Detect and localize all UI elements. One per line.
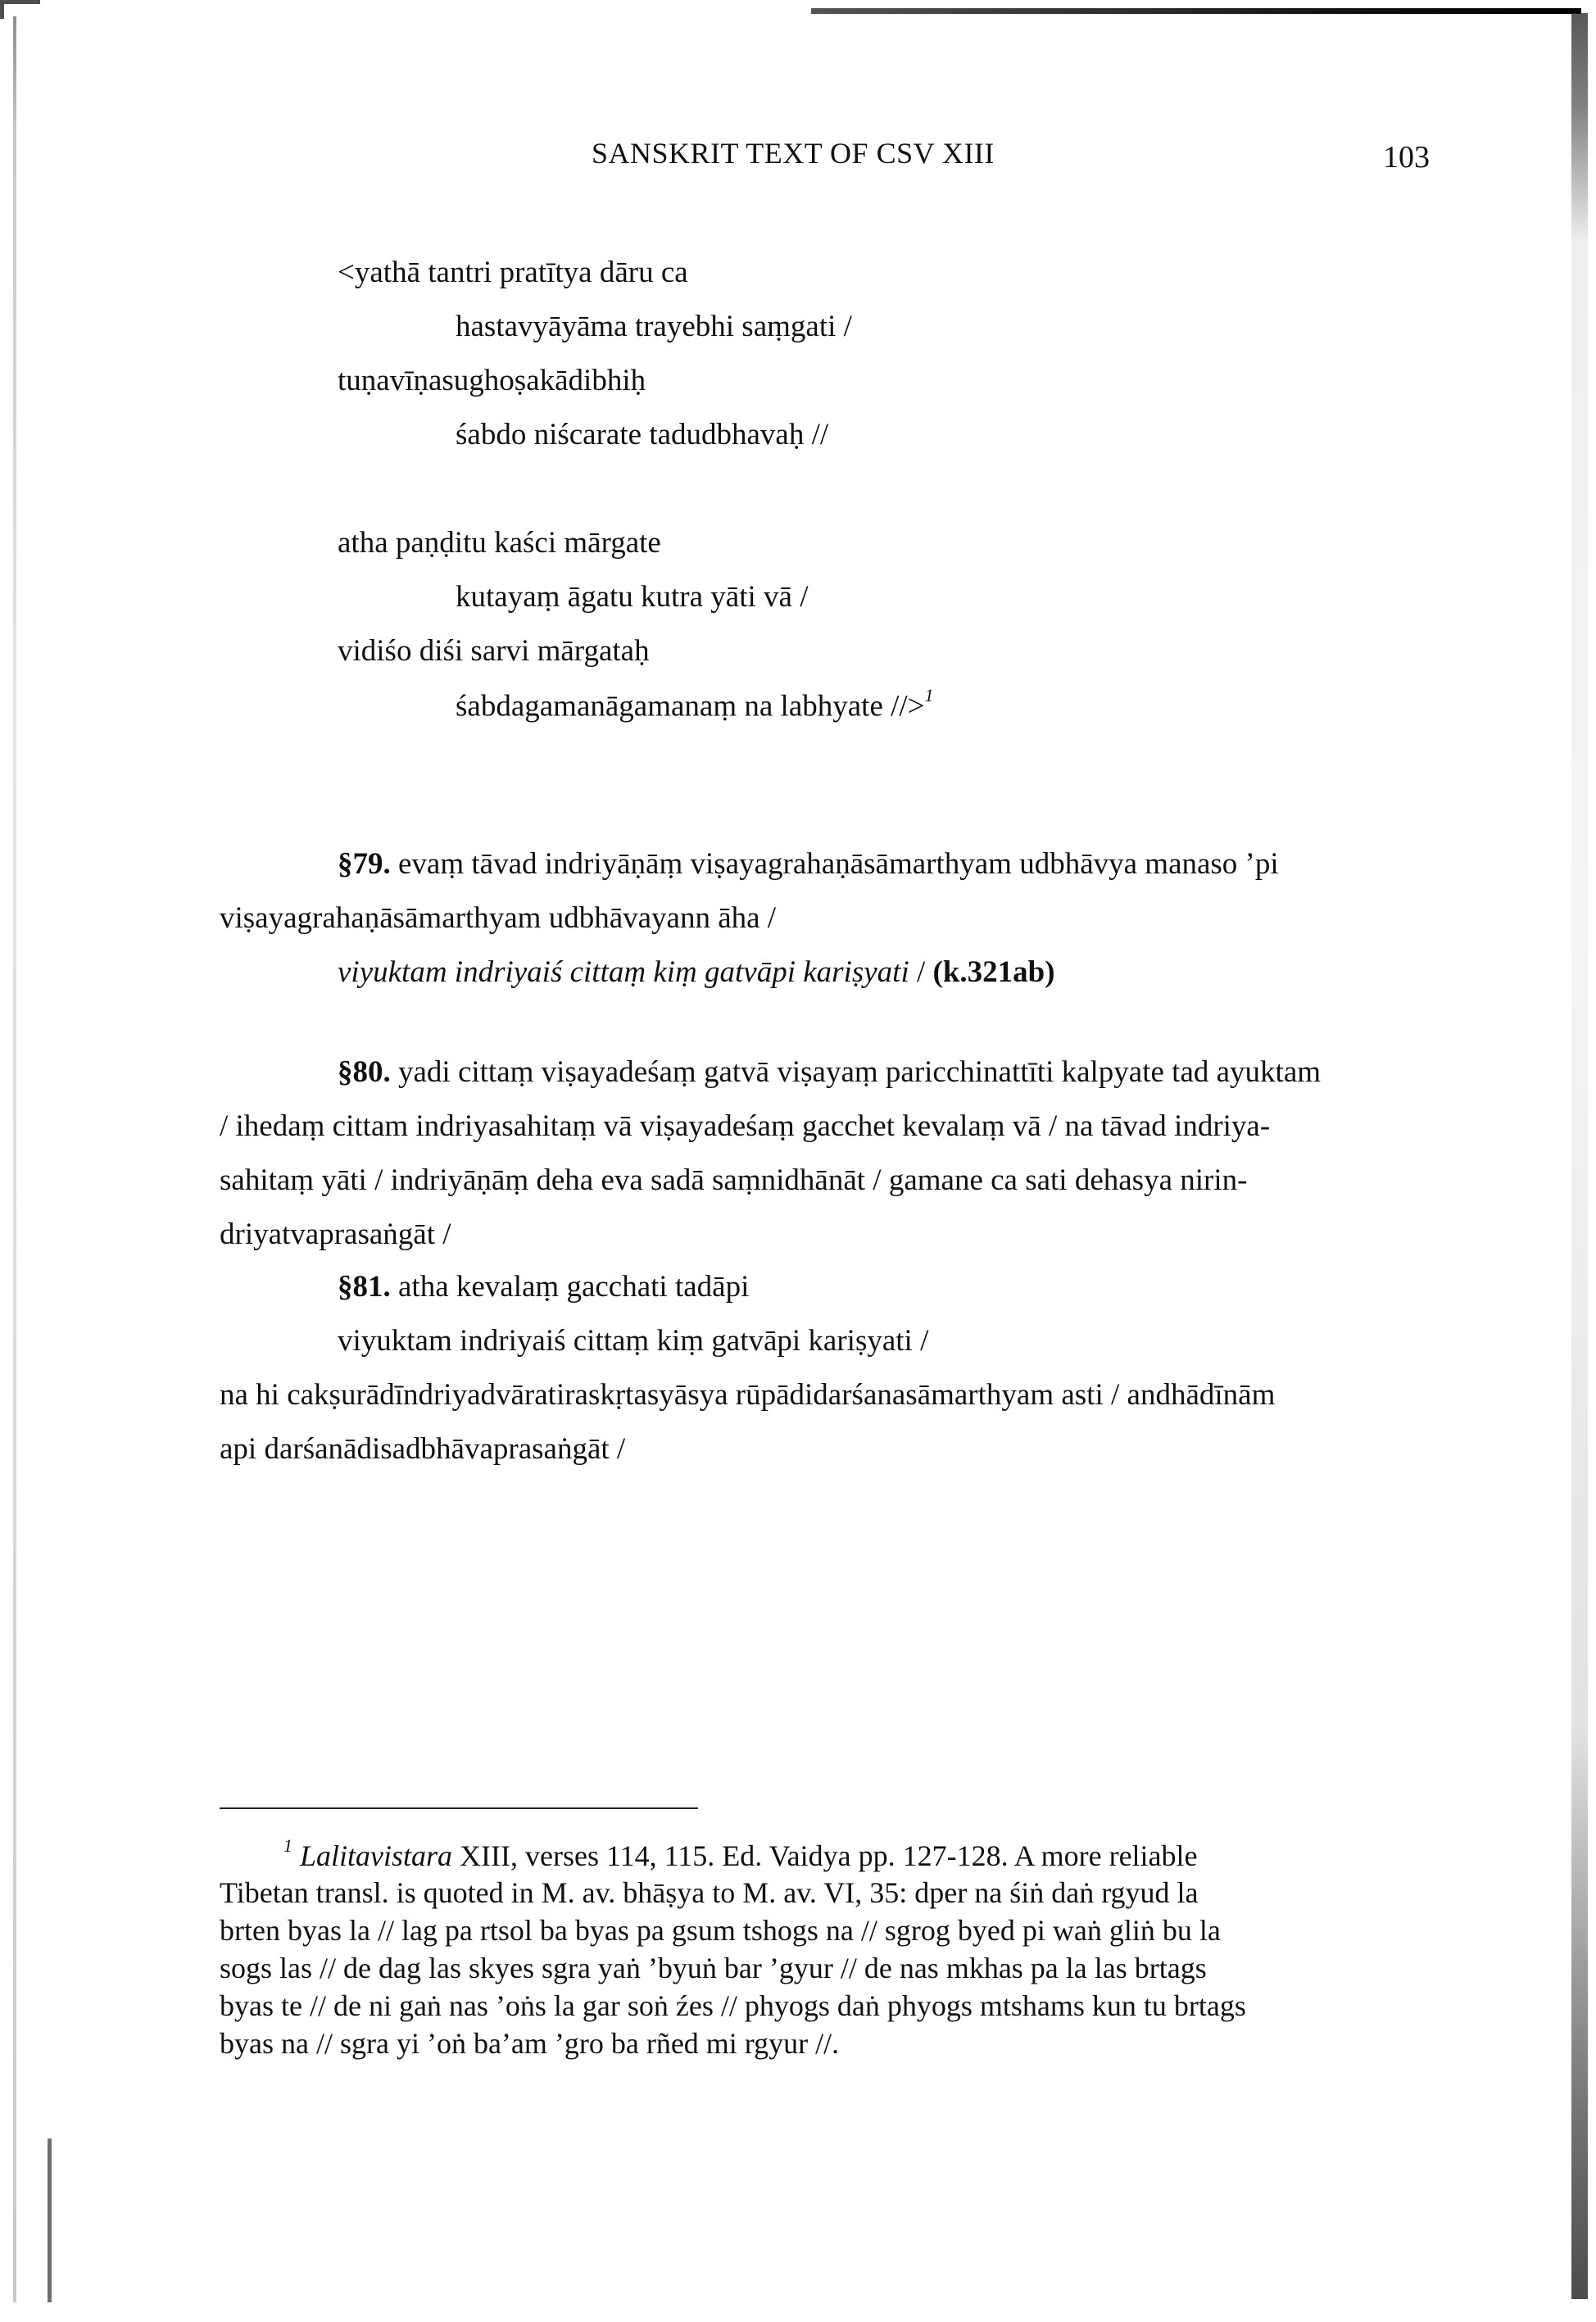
section79-separator: / xyxy=(909,955,933,989)
section81-line3: na hi cakṣurādīndriyadvāratiraskṛtasyāsya rūpādidarśanasāmarthyam asti / andhādīnām xyxy=(220,1378,1276,1412)
section80-line1-text: yadi cittaṃ viṣayadeśaṃ gatvā viṣayaṃ paricchinattīti kalpyate tad ayuktam xyxy=(390,1055,1322,1089)
section79-line2: viṣayagrahaṇāsāmarthyam udbhāvayann āha / xyxy=(220,901,777,935)
section79-verse-quote: viyuktam indriyaiś cittaṃ kiṃ gatvāpi kariṣyati xyxy=(338,955,909,989)
footnote-line2: Tibetan transl. is quoted in M. av. bhāṣya to M. av. VI, 35: dper na śiṅ daṅ rgyud la xyxy=(220,1876,1199,1909)
running-head: SANSKRIT TEXT OF CSV XIII xyxy=(592,137,995,170)
section79-line1-text: evaṃ tāvad indriyāṇāṃ viṣayagrahaṇāsāmarthyam udbhāvya manaso ’pi xyxy=(390,847,1279,881)
section79-number: §79. xyxy=(338,847,391,881)
section80-line3: sahitaṃ yāti / indriyāṇāṃ deha eva sadā saṃnidhānāt / gamane ca sati dehasya nirin- xyxy=(220,1163,1248,1197)
scan-corner-mark xyxy=(0,0,40,19)
scan-bottom-left-mark xyxy=(48,2138,52,2302)
section80-line1 xyxy=(338,1057,1321,1087)
footnote-line1-text: XIII, verses 114, 115. Ed. Vaidya pp. 127-128. A more reliable xyxy=(452,1839,1198,1872)
verse2-line1: atha paṇḍitu kaści mārgate xyxy=(338,526,661,560)
section81-line4: api darśanādisadbhāvaprasaṅgāt / xyxy=(220,1432,626,1466)
footnote-marker: 1 xyxy=(283,1835,292,1856)
section81-number: §81. xyxy=(338,1270,391,1304)
section80-line4: driyatvaprasaṅgāt / xyxy=(220,1218,451,1251)
verse1-line2: hastavyāyāma trayebhi saṃgati / xyxy=(456,310,852,343)
verse2-line4 xyxy=(456,685,934,723)
page-number: 103 xyxy=(1383,140,1430,175)
verse1-line4: śabdo niścarate tadudbhavaḥ // xyxy=(456,418,829,451)
scan-right-edge xyxy=(1571,13,1588,2299)
verse1-line3: tuṇavīṇasughoṣakādibhiḥ xyxy=(338,364,646,397)
footnote-rule xyxy=(220,1807,698,1809)
scan-left-edge xyxy=(13,16,16,2302)
section80-number: §80. xyxy=(338,1055,391,1089)
verse1-line1: <yathā tantri pratītya dāru ca xyxy=(338,256,688,289)
footnote-line6: byas na // sgra yi ’oṅ ba’am ’gro ba rñed mi rgyur //. xyxy=(220,2027,840,2060)
footnote-line4: sogs las // de dag las skyes sgra yaṅ ’byuṅ bar ’gyur // de nas mkhas pa la las brtags xyxy=(220,1952,1207,1984)
verse2-line3: vidiśo diśi sarvi mārgataḥ xyxy=(338,634,650,668)
verse2-line2: kutayaṃ āgatu kutra yāti vā / xyxy=(456,580,809,614)
verse2-line4-text: śabdagamanāgamanaṃ na labhyate //> xyxy=(456,689,925,723)
footnote-line3: brten byas la // lag pa rtsol ba byas pa gsum tshogs na // sgrog byed pi waṅ gliṅ bu la xyxy=(220,1914,1221,1947)
section81-line2: viyuktam indriyaiś cittaṃ kiṃ gatvāpi kariṣyati / xyxy=(338,1324,929,1358)
section79-line1 xyxy=(338,849,1279,879)
section79-line3 xyxy=(338,957,1055,987)
footnote-source-title: Lalitavistara xyxy=(300,1839,453,1872)
scan-top-edge xyxy=(811,8,1581,14)
footnote-line1 xyxy=(283,1835,1198,1872)
section81-line1-text: atha kevalaṃ gacchati tadāpi xyxy=(390,1270,750,1304)
section79-karika-ref: (k.321ab) xyxy=(932,955,1055,989)
section80-line2: / ihedaṃ cittam indriyasahitaṃ vā viṣayadeśaṃ gacchet kevalaṃ vā / na tāvad indriya- xyxy=(220,1109,1271,1143)
section81-line1 xyxy=(338,1272,749,1302)
footnote-ref-1: 1 xyxy=(924,685,934,705)
footnote-line5: byas te // de ni gaṅ nas ’oṅs la gar soṅ źes // phyogs daṅ phyogs mtshams kun tu brtags xyxy=(220,1989,1246,2022)
